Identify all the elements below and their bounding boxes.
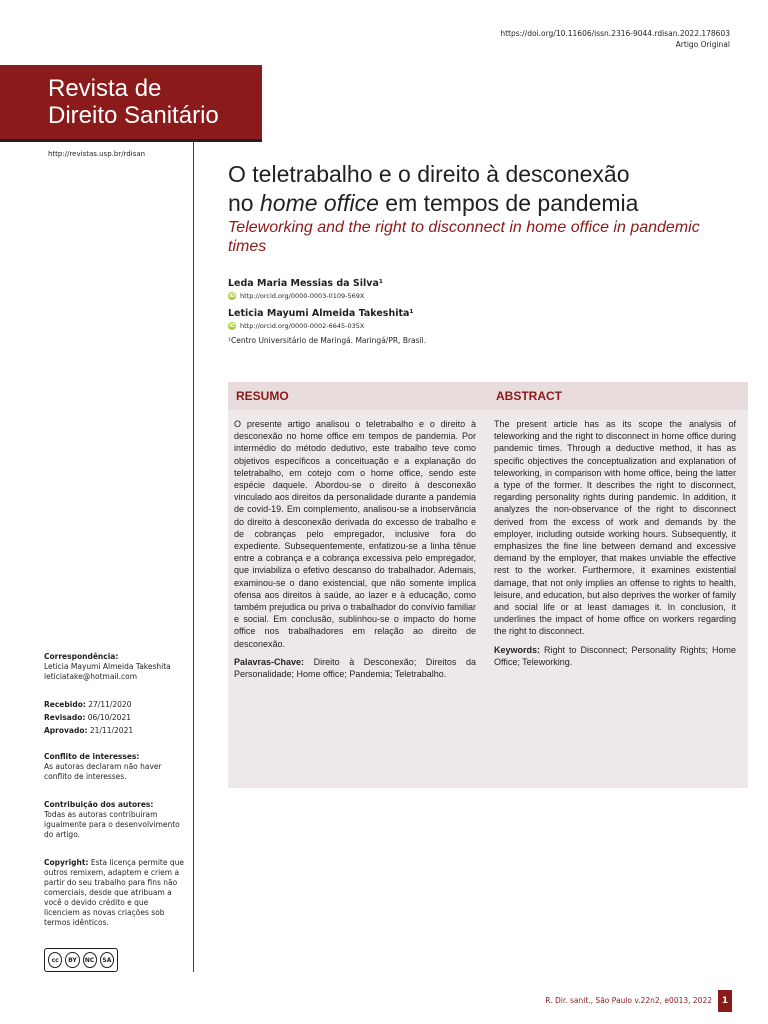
keywords-text: Right to Disconnect; Personality Rights; Home Office; Teleworking. — [494, 644, 736, 667]
nc-icon: NC — [83, 952, 97, 968]
conflict-text: As autoras declaram não haver conflito de interesses. — [44, 762, 162, 781]
author-contributions — [44, 800, 184, 840]
page-number: 1 — [718, 990, 732, 1012]
orcid-url[interactable]: http://orcid.org/0000-0003-0109-569X — [240, 292, 365, 300]
contrib-label: Contribuição dos autores: — [44, 800, 154, 809]
article-type: Artigo Original — [675, 40, 730, 49]
affiliation: ¹Centro Universitário de Maringá. Maringá/PR, Brasil. — [228, 336, 427, 345]
journal-url[interactable]: http://revistas.usp.br/rdisan — [48, 150, 146, 158]
approved-label: Aprovado: — [44, 726, 88, 735]
resumo-heading: RESUMO — [228, 382, 488, 410]
orcid-icon: iD — [229, 293, 235, 299]
copyright-text: Esta licença permite que outros remixem, adaptem e criem a partir do seu trabalho para fins não comerciais, desde que atribuam a você o devido crédito e que licenciem as novas criações sob termos idênticos. — [44, 858, 184, 927]
cc-icon: cc — [48, 952, 62, 968]
revised-label: Revisado: — [44, 713, 86, 722]
received-label: Recebido: — [44, 700, 86, 709]
title-italic: home office — [259, 190, 379, 216]
doi-link[interactable]: https://doi.org/10.11606/issn.2316-9044.rdisan.2022.178603 — [500, 29, 730, 38]
sidebar-divider — [193, 142, 194, 972]
title-post: em tempos de pandemia — [378, 190, 639, 216]
footer-citation: R. Dir. sanit., São Paulo v.22n2, e0013, 2022 — [545, 996, 712, 1005]
journal-title — [48, 75, 219, 129]
conflict-label: Conflito de interesses: — [44, 752, 140, 761]
orcid-icon: iD — [229, 323, 235, 329]
conflict-of-interest — [44, 752, 184, 782]
abstract-text: The present article has as its scope the analysis of teleworking and the right to disconnect in home office during pandemic times. Through a deductive method, it has as specific objectives the conceptualization and explanation of teleworking, in comparison with home office, being the latter a type of the former. It describes the right to disconnect, regarding personality rights during pandemic. In addition, it analyzes the non-observance of the right to disconnect derived from the excess of work and demands by the employer, including outside working hours. Subsequently, it emphasizes the fine line between demand and excessive demand by the employer, that makes unviable the effective rest to the worker. Furthermore, it examines existential damage, that not only implies an offense to rights to health, leisure, and education, but also deprives the worker of family and social life or at least damages it. In conclusion, it underlines the impact of home office on workers regarding the right to disconnect. — [494, 419, 736, 637]
abstract-box — [488, 382, 748, 788]
title-line1: O teletrabalho e o direito à desconexão — [228, 161, 630, 187]
contrib-text: Todas as autoras contribuíram igualmente para o desenvolvimento do artigo. — [44, 810, 180, 839]
dates — [44, 700, 184, 736]
by-icon: BY — [65, 952, 79, 968]
journal-title-line1: Revista de — [48, 75, 162, 102]
sa-icon: SA — [100, 952, 114, 968]
copyright — [44, 858, 184, 928]
keywords-label: Keywords: — [494, 644, 541, 655]
abstract-heading: ABSTRACT — [488, 382, 748, 410]
resumo-text: O presente artigo analisou o teletrabalho e o direito à desconexão no home office em tempos de pandemia. Por intermédio do método dedutivo, este trabalho teve como objetivos específicos a conceituação e a explanação do teletrabalho, em cotejo com o home office, sendo este espécie daquele. Abordou-se o direito à desconexão vinculado aos direitos da personalidade durante a pandemia de covid-19. Em complemento, analisou-se a inobservância do direito à desconexão derivada do excesso de trabalho e de cobranças pelo empregador, inclusive fora do expediente. Subsequentemente, enfatizou-se a linha tênue entre a cobrança e a cobrança excessiva pelo empregador, que inviabiliza o efetivo descanso do trabalhador. Ademais, examinou-se o dano existencial, que não somente implica ofensa aos direitos à saúde, ao lazer e à educação, como também prejudica ou priva o trabalhador do convívio familiar e social. Em conclusão, sublinhou-se o impacto do home office nos trabalhadores em relação ao direito de desconexão. — [234, 419, 476, 649]
keywords-label: Palavras-Chave: — [234, 656, 305, 667]
orcid-url[interactable]: http://orcid.org/0000-0002-6645-035X — [240, 322, 365, 330]
title-line2 — [228, 189, 748, 218]
orcid-link[interactable] — [228, 292, 364, 300]
author-name: Leda Maria Messias da Silva¹ — [228, 278, 384, 289]
approved-date: 21/11/2021 — [89, 726, 134, 735]
article-subtitle: Teleworking and the right to disconnect in home office in pandemic times — [228, 219, 700, 255]
revised-date: 06/10/2021 — [87, 713, 131, 722]
resumo-body — [234, 418, 476, 680]
correspondence-email[interactable]: leticiatake@hotmail.com — [44, 672, 138, 681]
copyright-label: Copyright: — [44, 858, 89, 867]
banner-underline — [0, 139, 262, 142]
abstract-keywords — [494, 644, 736, 668]
journal-title-line2: Direito Sanitário — [48, 102, 219, 129]
author-name: Leticia Mayumi Almeida Takeshita¹ — [228, 308, 414, 319]
resumo-box — [228, 382, 488, 788]
correspondence — [44, 652, 184, 682]
abstract-body — [494, 418, 736, 668]
correspondence-label: Correspondência: — [44, 652, 119, 661]
resumo-keywords — [234, 656, 476, 680]
correspondence-name: Leticia Mayumi Almeida Takeshita — [44, 662, 171, 671]
title-pre: no — [228, 190, 260, 216]
keywords-text: Direito à Desconexão; Direitos da Personalidade; Home office; Pandemia; Teletrabalho. — [234, 656, 476, 680]
orcid-link[interactable] — [228, 322, 364, 330]
article-title — [228, 160, 748, 218]
received-date: 27/11/2020 — [88, 700, 132, 709]
cc-license-badge[interactable] — [44, 948, 118, 972]
